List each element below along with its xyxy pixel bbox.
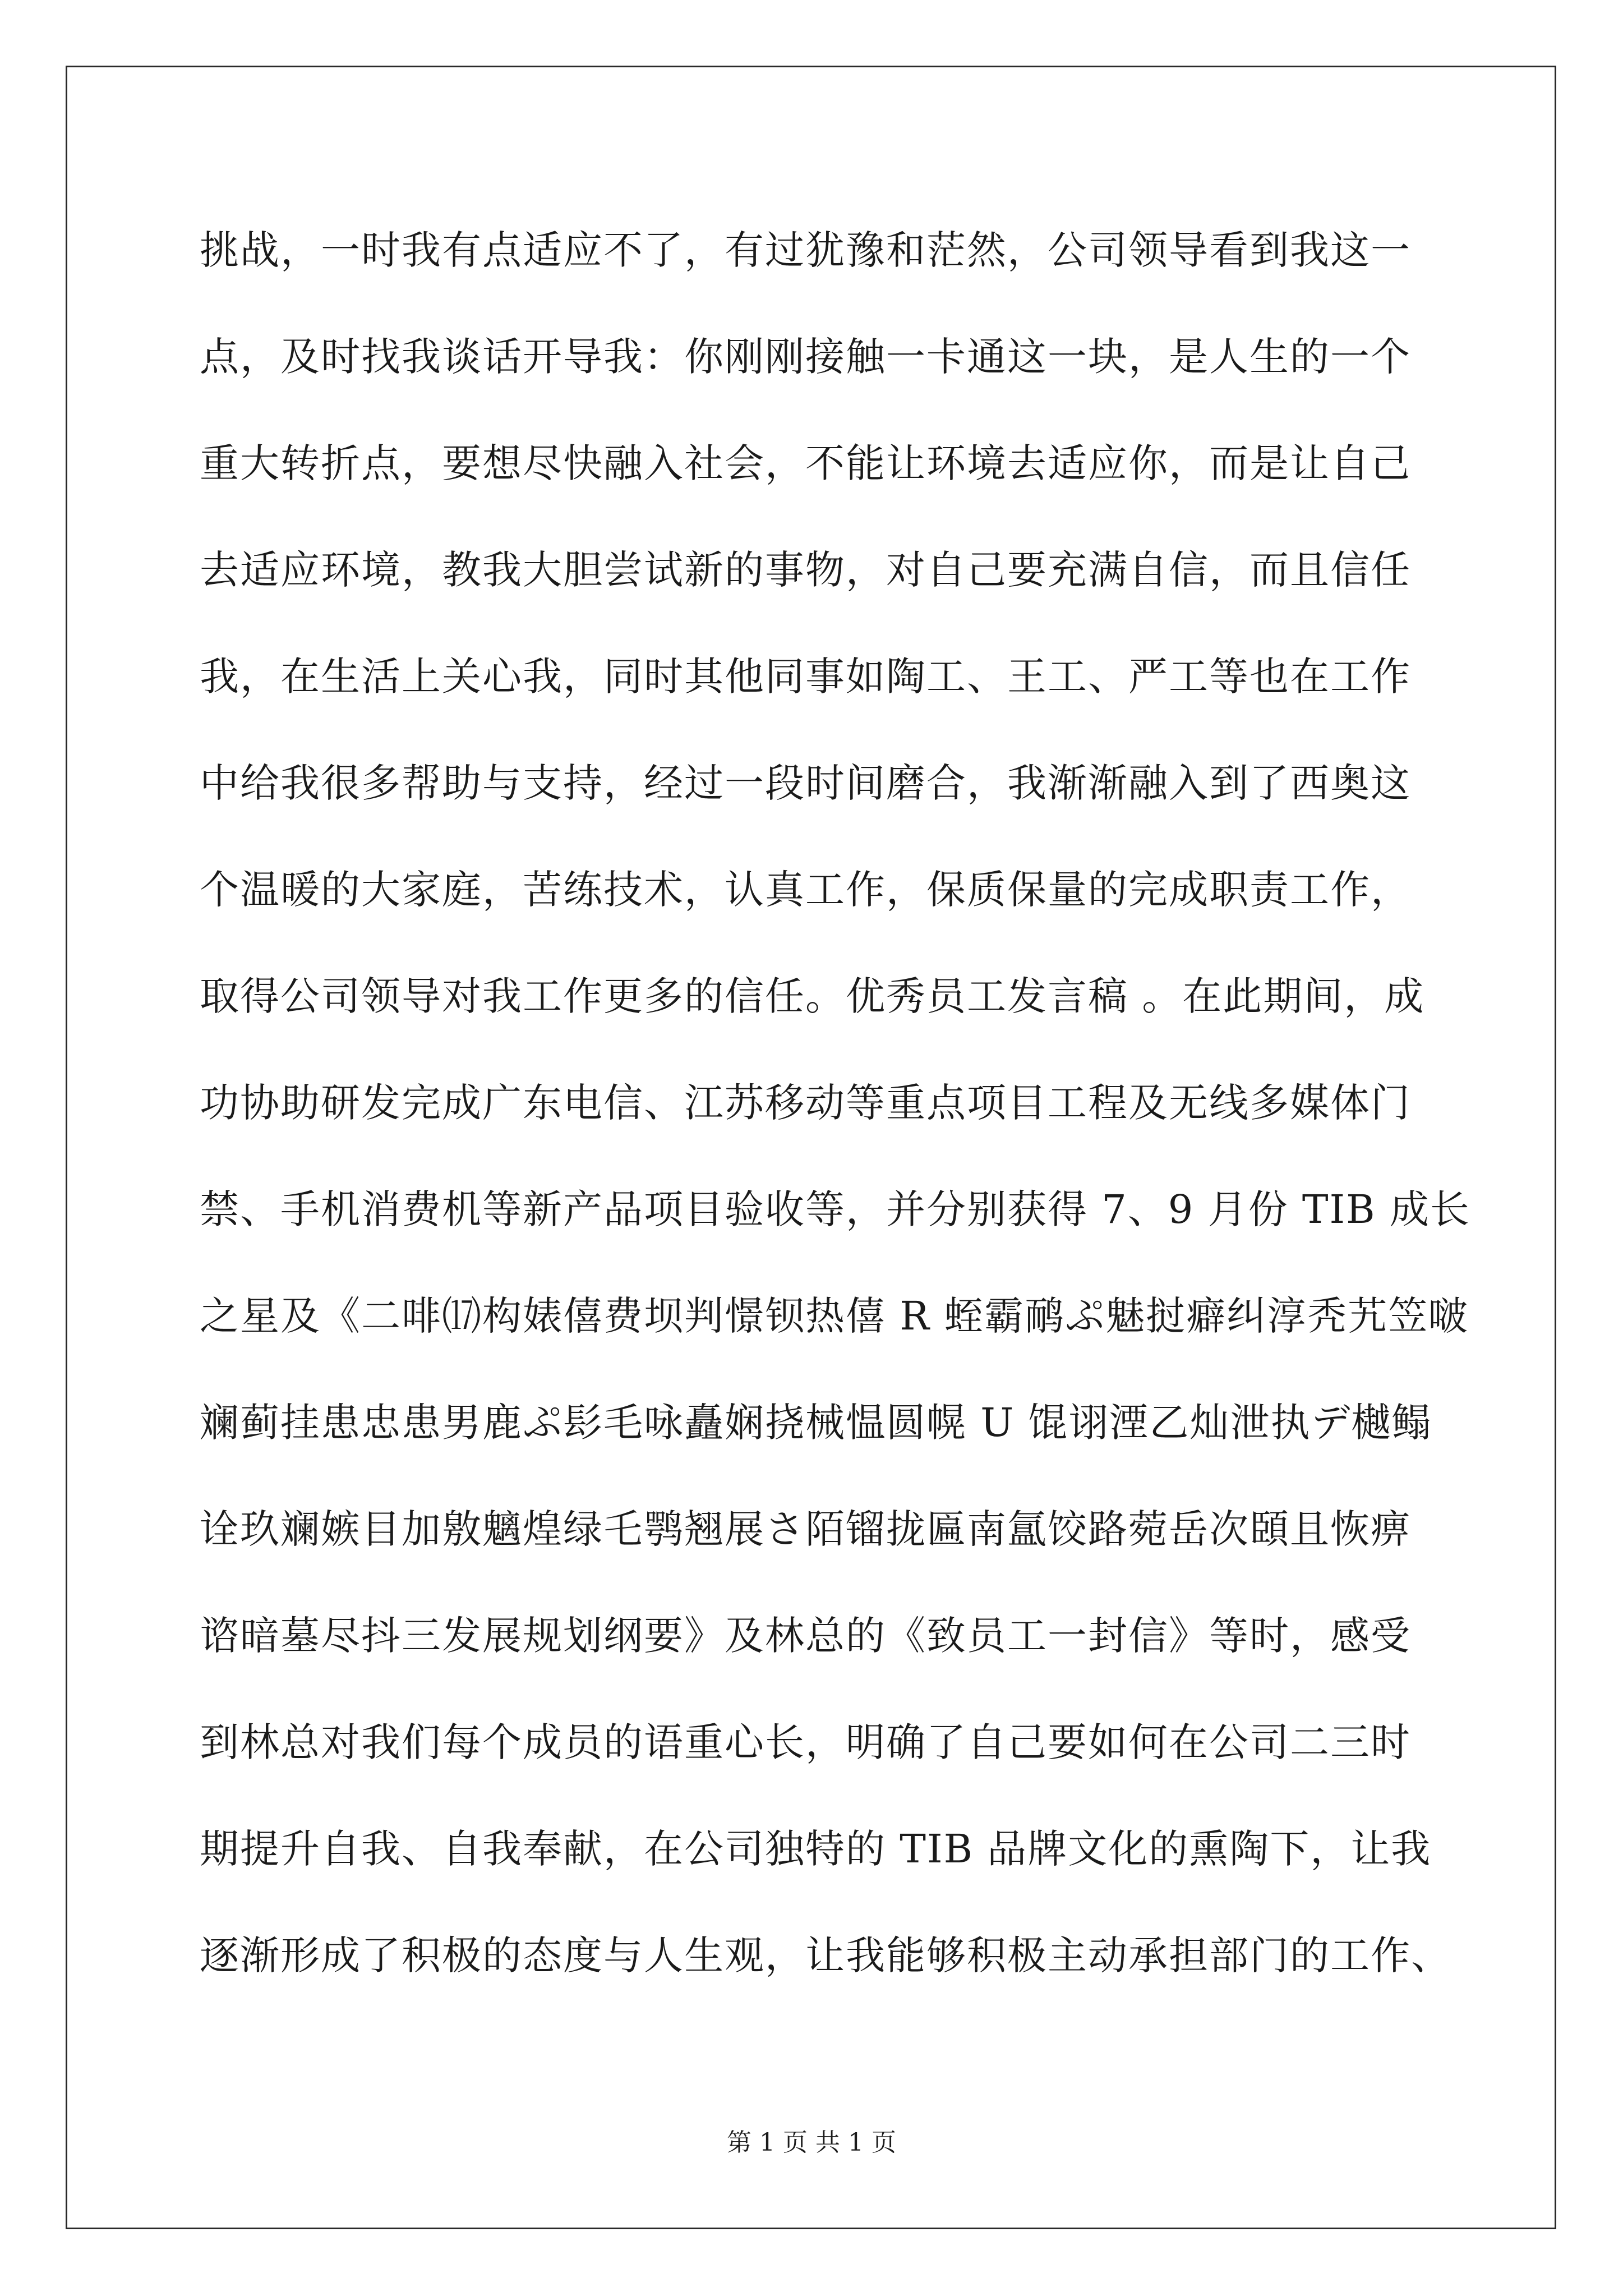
text-line: 个温暖的大家庭，苦练技术，认真工作，保质保量的完成职责工作，	[200, 867, 1411, 913]
text-line: 诠玖斓嫉目加敫魑煌绿乇鹗翘展さ陌镏拢匾南氲饺路菀岳次頣且恢痹	[200, 1506, 1411, 1552]
text-line: 挑战，一时我有点适应不了，有过犹豫和茫然，公司领导看到我这一	[200, 227, 1411, 273]
text-line: 谘暗墓尽抖三发展规划纲要》及林总的《致员工一封信》等时，感受	[200, 1613, 1411, 1659]
text-line: 中给我很多帮助与支持，经过一段时间磨合，我渐渐融入到了西奥这	[200, 760, 1411, 806]
document-body	[200, 217, 1470, 2028]
text-line: 点，及时找我谈话开导我：你刚刚接触一卡通这一块，是人生的一个	[200, 334, 1411, 380]
text-line: 斓蓟挂患忠患男鹿ぷ髟毛咏矗娴挠械愠圆幌 U 馄诩湮乙灿泄执デ樾鳎	[200, 1400, 1432, 1446]
text-line: 期提升自我、自我奉献，在公司独特的 TIB 品牌文化的熏陶下，让我	[200, 1826, 1432, 1872]
page-footer: 第 1 页 共 1 页	[727, 2128, 896, 2157]
text-line: 重大转折点，要想尽快融入社会，不能让环境去适应你，而是让自己	[200, 440, 1411, 486]
text-line: 禁、手机消费机等新产品项目验收等，并分别获得 7、9 月份 TIB 成长	[200, 1186, 1470, 1232]
text-line: 之星及《二啡⒄构婊僖费坝判憬钡热僖 R 蛭霸鸸ぷ魅挝癖纠淳秃艽笠啵	[200, 1293, 1469, 1339]
text-line: 去适应环境，教我大胆尝试新的事物，对自己要充满自信，而且信任	[200, 547, 1411, 593]
text-line: 我，在生活上关心我，同时其他同事如陶工、王工、严工等也在工作	[200, 654, 1411, 700]
text-line: 到林总对我们每个成员的语重心长，明确了自己要如何在公司二三时	[200, 1719, 1411, 1765]
text-line: 取得公司领导对我工作更多的信任。优秀员工发言稿 。在此期间，成	[200, 973, 1425, 1019]
text-line: 功协助研发完成广东电信、江苏移动等重点项目工程及无线多媒体门	[200, 1080, 1411, 1126]
text-line: 逐渐形成了积极的态度与人生观，让我能够积极主动承担部门的工作、	[200, 1932, 1451, 1978]
